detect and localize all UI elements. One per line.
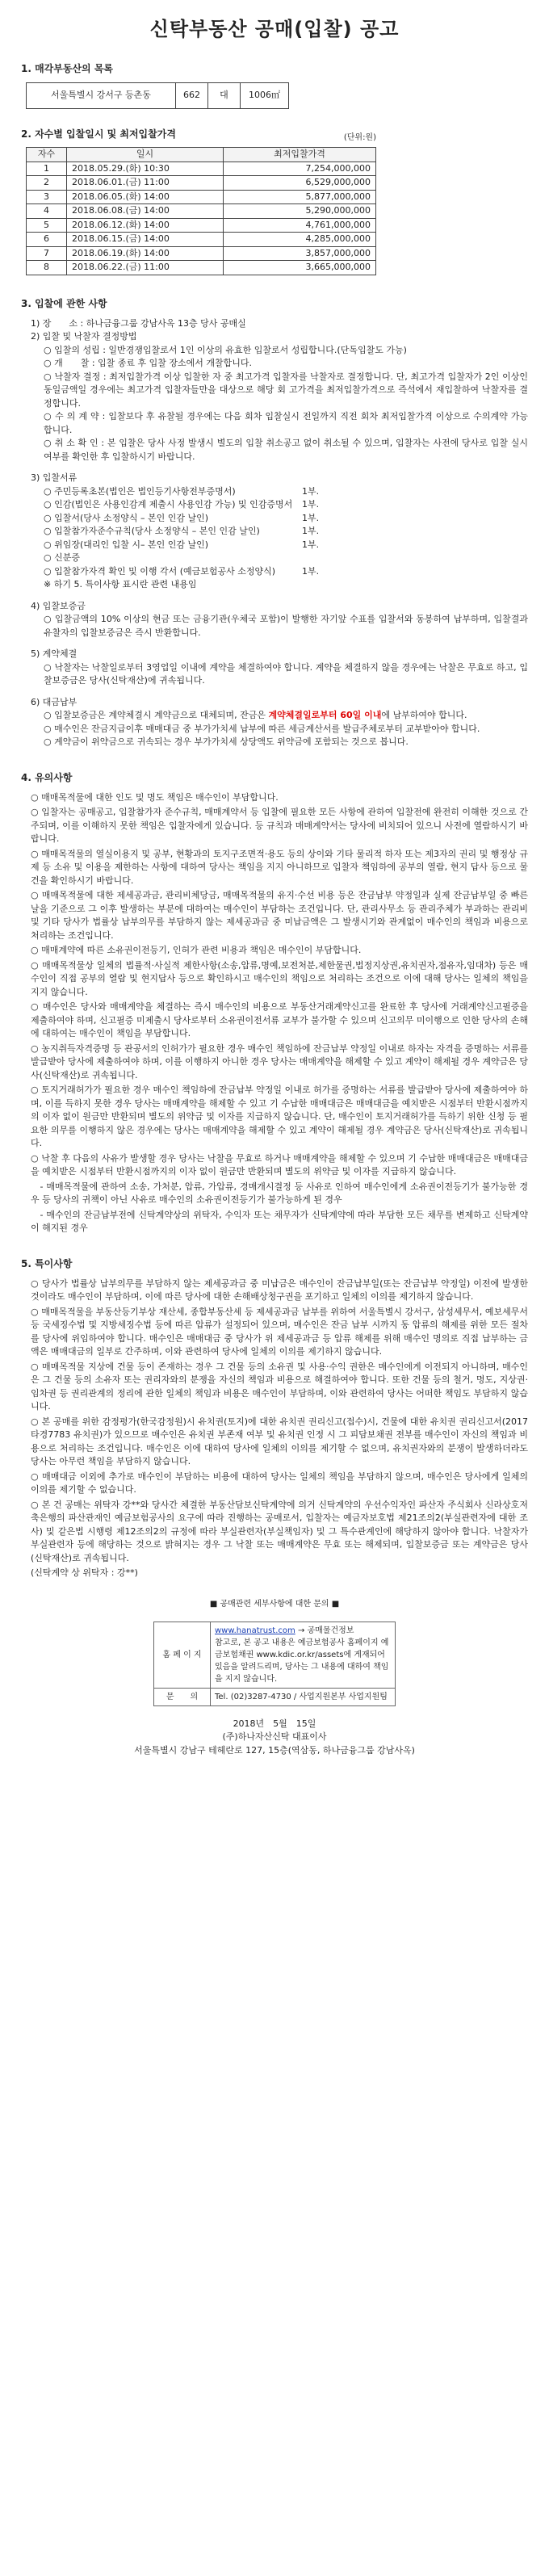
schedule-row: [27, 218, 376, 233]
list-item: ○ 매수인은 당사와 매매계약을 체결하는 즉시 매수인의 비용으로 부동산거래계약신고를 완료한 후 당사에 거래계약신고필증을 제출하여야 하며, 신고필증 미제출시 당사로부터 소유권이전서류 교부가 불가할 수 있으며 신고의무 미이행으로 인한 당사의 손해에 대하여는 매수인이 책임을 부담합니다.: [31, 1001, 528, 1038]
s3-method-e: ○ 취 소 확 인 : 본 입찰은 당사 사정 발생시 별도의 입찰 취소공고 없이 취소될 수 있으며, 입찰자는 사전에 당사로 입찰 실시 여부를 확인한 후 입찰하시기 바랍니다.: [44, 438, 528, 462]
doc-name: ○ 입찰참가자준수규칙(당사 소정양식 – 본인 인감 날인): [44, 526, 260, 536]
page-title: 신탁부동산 공매(입찰) 공고: [149, 18, 400, 40]
footer-date: 2018년 5월 15일: [233, 1718, 316, 1729]
inquiry-phone: Tel. (02)3287-4730 / 사업지원본부 사업지원팀: [211, 1688, 396, 1705]
list-item: - 매수인의 잔금납부전에 신탁계약상의 위탁자, 수익자 또는 채무자가 신탁계약에 따라 부담한 모든 채무를 변제하고 신탁계약이 해지된 경우: [31, 1209, 528, 1233]
list-item: ○ 매매목적물상 일체의 법률적·사실적 제한사항(소송,압류,명예,보전처분,제한물권,법정지상권,유치권자,점유자,임대차) 등은 매수인이 직접 공부의 열람 및 현지답사 등으로 확인하시고 매수인의 책임으로 처리하는 조건으로 이에 대해 당사는 일체의 책임을 지지 않습니다.: [31, 959, 528, 997]
s3-method-c: ○ 낙찰자 결정 : 최저입찰가격 이상 입찰한 자 중 최고가격 입찰자를 낙찰자로 결정합니다. 단, 최고가격 입찰자가 2인 이상인 동일금액일 경우에는 최고가격 입찰자들만을 대상으로 해당 회 고가격을 최저입찰가격으로 즉석에서 재입찰하여 낙찰자를 결정합니다.: [44, 371, 528, 409]
s3-method-d: ○ 수 의 계 약 : 입찰보다 후 유찰될 경우에는 다음 회차 입찰실시 전일까지 직전 회차 최저입찰가격 이상으로 수의계약 가능합니다.: [44, 411, 528, 435]
homepage-link[interactable]: www.hanatrust.com: [215, 1626, 295, 1635]
doc-item: [21, 552, 528, 565]
contact-table: [153, 1622, 396, 1706]
s3-deposit-title: 4) 입찰보증금: [31, 600, 86, 611]
price-cell: 3,665,000,000: [224, 261, 376, 275]
list-item: ○ 매매목적물에 대한 인도 및 명도 책임은 매수인이 부담합니다.: [31, 791, 279, 803]
list-item: ○ 본 건 공매는 위탁자 강**와 당사간 체결한 부동산담보신탁계약에 의거 신탁계약의 우선수익자인 파산자 주식회사 신라상호저축은행의 파산관재인 예금보험공사의 요구에 따라 진행하는 공매로서, 입찰자는 예금자보호법 제21조의2(부실관련자에 대한 조사) 및 같은법 시행령 제12조의2의 규정에 따라 부실관련자(부실책임자) 및 그 특수관계인에 해당하지 않아야 합니다. 낙찰자가 부실관련자 등에 해당하는 것으로 밝혀지는 경우 그 낙찰 또는 매매계약은 무효 또는 해제되며, 입찰보증금 또는 계약금은 당사(신탁재산)로 귀속됩니다.: [31, 1499, 528, 1563]
doc-item: [21, 485, 528, 499]
list-item: ○ 토지거래허가가 필요한 경우 매수인 책임하에 잔금납부 약정일 이내로 허가를 증명하는 서류를 발급받아 당사에 제출하여야 하며, 이를 득하지 못한 경우 당사는 매매계약을 해제할 수 있고 기 수납한 매매대금은 매매대금을 예치받은 시점부터 반환시점까지의 이자 없이 원금만 반환되며 별도의 위약금 및 이자를 지급하지 않습니다. 단, 매수인이 토지거래허가를 득하기 위한 신청 등 필요한 의무를 이행하지 않은 경우에는 당사는 매매계약을 해제할 수 있고 계약이 해제될 경우 계약금은 당사(신탁재산)로 귀속됩니다.: [31, 1085, 528, 1148]
property-area: 1006㎡: [241, 83, 289, 109]
datetime-cell: 2018.06.19.(화) 14:00: [67, 246, 224, 261]
round-cell: 5: [27, 218, 67, 233]
s3-method-title: 2) 입찰 및 낙찰자 결정방법: [31, 331, 137, 342]
doc-name: ○ 주민등록초본(법인은 법인등기사항전부증명서): [44, 485, 236, 497]
doc-count: 1부.: [302, 526, 320, 536]
section-2-heading: 2. 자수별 입찰일시 및 최저입찰가격: [21, 128, 176, 140]
list-item: ○ 매매계약에 따른 소유권이전등기, 인허가 관련 비용과 책임은 매수인이 부담합니다.: [31, 945, 362, 955]
contact-banner: ■ 공매관련 세부사항에 대한 문의 ■: [209, 1599, 340, 1609]
price-cell: 7,254,000,000: [224, 162, 376, 176]
doc-count: 1부.: [302, 485, 320, 497]
round-cell: 4: [27, 204, 67, 219]
doc-name: ○ 위임장(대리인 입찰 시– 본인 인감 날인): [44, 539, 209, 550]
s3-place: 1) 장 소 : 하나금융그룹 강남사옥 13층 당사 공매실: [31, 317, 246, 329]
doc-name: ○ 인감(법인은 사용인감계 제출시 사용인감 가능) 및 인감증명서: [44, 499, 293, 510]
round-cell: 6: [27, 233, 67, 247]
round-cell: 7: [27, 246, 67, 261]
doc-item: [21, 512, 528, 526]
schedule-row: [27, 233, 376, 247]
homepage-desc: 참고로, 본 공고 내용은 예금보험공사 홈페이지 예금보험채권 www.kdic.or.kr/assets에 게재되어 있음을 알려드리며, 당사는 그 내용에 대하여 책임을 지지 않습니다.: [215, 1638, 389, 1684]
special-list: [21, 1278, 528, 1580]
doc-item: [21, 539, 528, 552]
s3-payment-c: ○ 계약금이 위약금으로 귀속되는 경우 부가가치세 상당액도 위약금에 포함되는 것으로 봅니다.: [44, 736, 409, 747]
col-round: 자수: [27, 148, 67, 162]
property-table: [26, 82, 289, 109]
doc-name: ○ 신분증: [44, 552, 80, 563]
price-cell: 3,857,000,000: [224, 246, 376, 261]
homepage-label: 홈 페 이 지: [154, 1622, 211, 1688]
footer-company: (주)하나자산신탁 대표이사: [222, 1731, 327, 1742]
col-datetime: 일시: [67, 148, 224, 162]
docs-list: [21, 485, 528, 579]
datetime-cell: 2018.06.01.(금) 11:00: [67, 176, 224, 191]
schedule-body: [27, 162, 376, 275]
price-cell: 5,877,000,000: [224, 190, 376, 204]
doc-count: 1부.: [302, 539, 320, 550]
list-item: ○ 낙찰 후 다음의 사유가 발생할 경우 당사는 낙찰을 무효로 하거나 매매계약을 해제할 수 있으며 기 수납한 매매대금은 매매대금을 예치받은 시점부터 반환시점까지의 이자 없이 원금만 반환되며 별도의 위약금 및 이자를 지급하지 않습니다.: [31, 1152, 528, 1177]
list-item: ○ 매매대금 이외에 추가로 매수인이 부담하는 비용에 대하여 당사는 일체의 책임을 부담하지 않으며, 매수인은 당사에게 일체의 이의를 제기할 수 없습니다.: [31, 1471, 528, 1495]
doc-name: ○ 입찰서(당사 소정양식 – 본인 인감 날인): [44, 512, 209, 523]
round-cell: 1: [27, 162, 67, 176]
price-cell: 4,285,000,000: [224, 233, 376, 247]
property-category: 대: [208, 83, 241, 109]
section-3-heading: 3. 입찰에 관한 사항: [21, 297, 107, 309]
s3-method-b: ○ 개 찰 : 입찰 종료 후 입찰 장소에서 개찰합니다.: [44, 358, 253, 368]
price-cell: 6,529,000,000: [224, 176, 376, 191]
s3-docs-note: ※ 하기 5. 특이사항 표시란 관련 내용임: [44, 579, 197, 589]
list-item: ○ 당사가 법률상 납부의무를 부담하지 않는 제세공과금 중 미납금은 매수인이 잔금납부일(또는 잔금납부 약정일) 이전에 발생한 것이라도 매수인이 부담하며, 이에 따른 당사에 대한 손해배상청구권을 포기하고 일체의 이의를 제기하지 않습니다.: [31, 1278, 528, 1302]
col-min-price: 최저입찰가격: [224, 148, 376, 162]
datetime-cell: 2018.06.15.(금) 14:00: [67, 233, 224, 247]
price-cell: 5,290,000,000: [224, 204, 376, 219]
property-lot: 662: [176, 83, 208, 109]
list-item: ○ 본 공매를 위한 감정평가(한국감정원)시 유치권(토지)에 대한 유치권 권리신고(접수)시, 건물에 대한 유치권 권리신고서(2017타경7783 유치권)가 있으므로 매수인은 유치권 부존재 여부 및 유치권 인정 시 그 피담보채권 전부를 매수인이 자신의 책임과 비용으로 처리하는 조건입니다. 매수인은 이에 대하여 당사에 일체의 이의를 제기할 수 없으며, 유치권자와의 분쟁이 발생하더라도 당사는 아무런 책임을 부담하지 않습니다.: [31, 1416, 528, 1466]
list-item: ○ 농지취득자격증명 등 관공서의 인허가가 필요한 경우 매수인 책임하에 잔금납부 약정일 이내로 하자는 자격을 증명하는 서류를 발급받아 당사에 제출하여야 하며, 이를 이행하지 아니한 경우 당사는 매매계약을 해제할 수 있고 계약이 해제될 경우 계약금은 당사(신탁재산)로 귀속됩니다.: [31, 1043, 528, 1080]
s3-payment-b: ○ 매수인은 잔금지급이후 매매대금 중 부가가치세 납부에 따른 세금계산서를 발급주체로부터 교부받아야 합니다.: [44, 723, 480, 734]
doc-name: ○ 입찰참가자격 확인 및 이행 각서 (예금보험공사 소정양식): [44, 565, 276, 577]
schedule-row: [27, 190, 376, 204]
list-item: ○ 매매목적물을 부동산등기부상 재산세, 종합부동산세 등 제세공과금 납부를 위하여 서울특별시 강서구, 삼성세무서, 예보세무서 등 국세징수법 및 지방세징수법 등에 따른 압류가 설정되어 있으며, 매수인은 잔금 납부 시까지 동 압류의 해제를 위한 모든 절차를 당사에 위임하여야 합니다. 매수인은 매매대금 중 당사가 위 제세공과금 등 압류 해제를 위해 매수인 명의로 직접 납부하는 금액은 매매대금의 일부로 간주하며, 이와 관련하여 당사에 일체의 이의를 제기하지 않습니다.: [31, 1306, 528, 1357]
list-item: ○ 입찰자는 공매공고, 입찰참가자 준수규칙, 매매계약서 등 입찰에 필요한 모든 사항에 관하여 입찰전에 완전히 이해한 것으로 간주되며, 이를 이해하지 못한 책임은 입찰자에게 있습니다. 등 규칙과 매매계약서는 당사에 비치되어 있으니 사전에 열람하시기 바랍니다.: [31, 807, 528, 844]
schedule-row: [27, 176, 376, 191]
s3-contract-title: 5) 계약체결: [31, 648, 78, 659]
homepage-cell: www.hanatrust.com → 공매물건정보 참고로, 본 공고 내용은 예금보험공사 홈페이지 예금보험채권 www.kdic.or.kr/assets에 게재되어 있음을 알려드리며, 당사는 그 내용에 대하여 책임을 지지 않습니다.: [211, 1622, 396, 1688]
list-item: (신탁계약 상 위탁자 : 강**): [31, 1567, 138, 1578]
section-5-heading: 5. 특이사항: [21, 1257, 73, 1269]
list-item: ○ 매매목적물의 열실이용지 및 공부, 현황과의 토지구조면적·용도 등의 상이와 기타 물리적 하자 또는 제3자의 권리 및 행정상 규제 등 소유 및 이용을 제한하는 사항에 대하여 당사는 책임을 지지 아니하므로 입찰자 책임하에 공부의 열람, 현지 답사 등으로 물건을 확인하시기 바랍니다.: [31, 848, 528, 886]
round-cell: 2: [27, 176, 67, 191]
section-4-heading: 4. 유의사항: [21, 771, 73, 783]
datetime-cell: 2018.06.22.(금) 11:00: [67, 261, 224, 275]
datetime-cell: 2018.06.08.(금) 14:00: [67, 204, 224, 219]
schedule-row: [27, 162, 376, 176]
payment-deadline: 계약체결일로부터 60일 이내: [268, 710, 382, 720]
footer-address: 서울특별시 강남구 테헤란로 127, 15층(역삼동, 하나금융그룹 강남사옥): [134, 1744, 415, 1756]
round-cell: 3: [27, 190, 67, 204]
footer: [21, 1718, 528, 1758]
inquiry-label: 문 의: [154, 1688, 211, 1705]
datetime-cell: 2018.05.29.(화) 10:30: [67, 162, 224, 176]
doc-count: 1부.: [302, 512, 320, 523]
doc-item: [21, 498, 528, 512]
s3-docs-title: 3) 입찰서류: [31, 472, 78, 483]
s3-payment-title: 6) 대금납부: [31, 696, 78, 707]
doc-count: 1부.: [302, 499, 320, 510]
datetime-cell: 2018.06.05.(화) 14:00: [67, 190, 224, 204]
s3-method-a: ○ 입찰의 성립 : 일반경쟁입찰로서 1인 이상의 유효한 입찰로서 성립합니다.(단독입찰도 가능): [44, 344, 407, 355]
round-cell: 8: [27, 261, 67, 275]
list-item: ○ 매매목적물에 대한 제세공과금, 관리비체당금, 매매목적물의 유지·수선 비용 등은 잔금납부 약정일과 실제 잔금납부일 중 빠른 날을 기준으로 그 이후 발생하는 부분에 대하여는 매수인이 부담하는 조건입니다. 단, 관리사무소 등 관리주체가 부과하는 관리비 및 기타 당사가 법률상 납부의무를 부담하지 않는 제세공과금 중 미납금액은 그 발생시기와 관계없이 매수인의 책임과 비용으로 처리하는 조건입니다.: [31, 890, 528, 941]
s3-contract-a: ○ 낙찰자는 낙찰일로부터 3영업일 이내에 계약을 체결하여야 합니다. 계약을 체결하지 않을 경우에는 낙찰은 무효로 하고, 입찰보증금은 당사(신탁재산)에 귀속됩니다.: [44, 661, 528, 686]
unit-label: (단위:원): [343, 133, 376, 142]
datetime-cell: 2018.06.12.(화) 14:00: [67, 218, 224, 233]
schedule-table: [26, 147, 376, 275]
caution-list: [21, 791, 528, 1236]
schedule-row: [27, 204, 376, 219]
doc-item: [21, 565, 528, 579]
doc-item: [21, 525, 528, 539]
schedule-row: [27, 246, 376, 261]
property-address: 서울특별시 강서구 등촌동: [27, 83, 176, 109]
doc-count: 1부.: [302, 565, 320, 577]
s3-deposit-a: ○ 입찰금액의 10% 이상의 현금 또는 금융기관(우체국 포함)이 발행한 자기앞 수표를 입찰서와 동봉하여 납부하며, 입찰결과 유찰자의 입찰보증금은 즉시 반환합니다.: [44, 614, 528, 638]
list-item: ○ 매매목적물 지상에 건물 등이 존재하는 경우 그 건물 등의 소유권 및 사용·수익 권한은 매수인에게 이전되지 아니하며, 매수인은 그 건물 등의 소유자 또는 권리자와의 분쟁을 자신의 책임과 비용으로 해결하여야 합니다. 또한 건물 등의 철거, 명도, 지상권·임차권 등 권리관계의 정리에 관한 일체의 책임과 비용은 매수인이 부담하며, 이와 관련하여 당사는 어떠한 책임도 부담하지 않습니다.: [31, 1361, 528, 1412]
section-1-heading: 1. 매각부동산의 목록: [21, 63, 114, 74]
s3-payment-a: ○ 입찰보증금은 계약체결시 계약금으로 대체되며, 잔금은 계약체결일로부터 60일 이내에 납부하여야 합니다.: [44, 710, 467, 720]
price-cell: 4,761,000,000: [224, 218, 376, 233]
schedule-row: [27, 261, 376, 275]
list-item: - 매매목적물에 관하여 소송, 가처분, 압류, 가압류, 경매개시결정 등 사유로 인하여 매수인에게 소유권이전등기가 불가능한 경우 등 당사의 귀책이 아닌 사유로 매수인의 소유권이전등기가 불가능하게 된 경우: [31, 1181, 528, 1205]
